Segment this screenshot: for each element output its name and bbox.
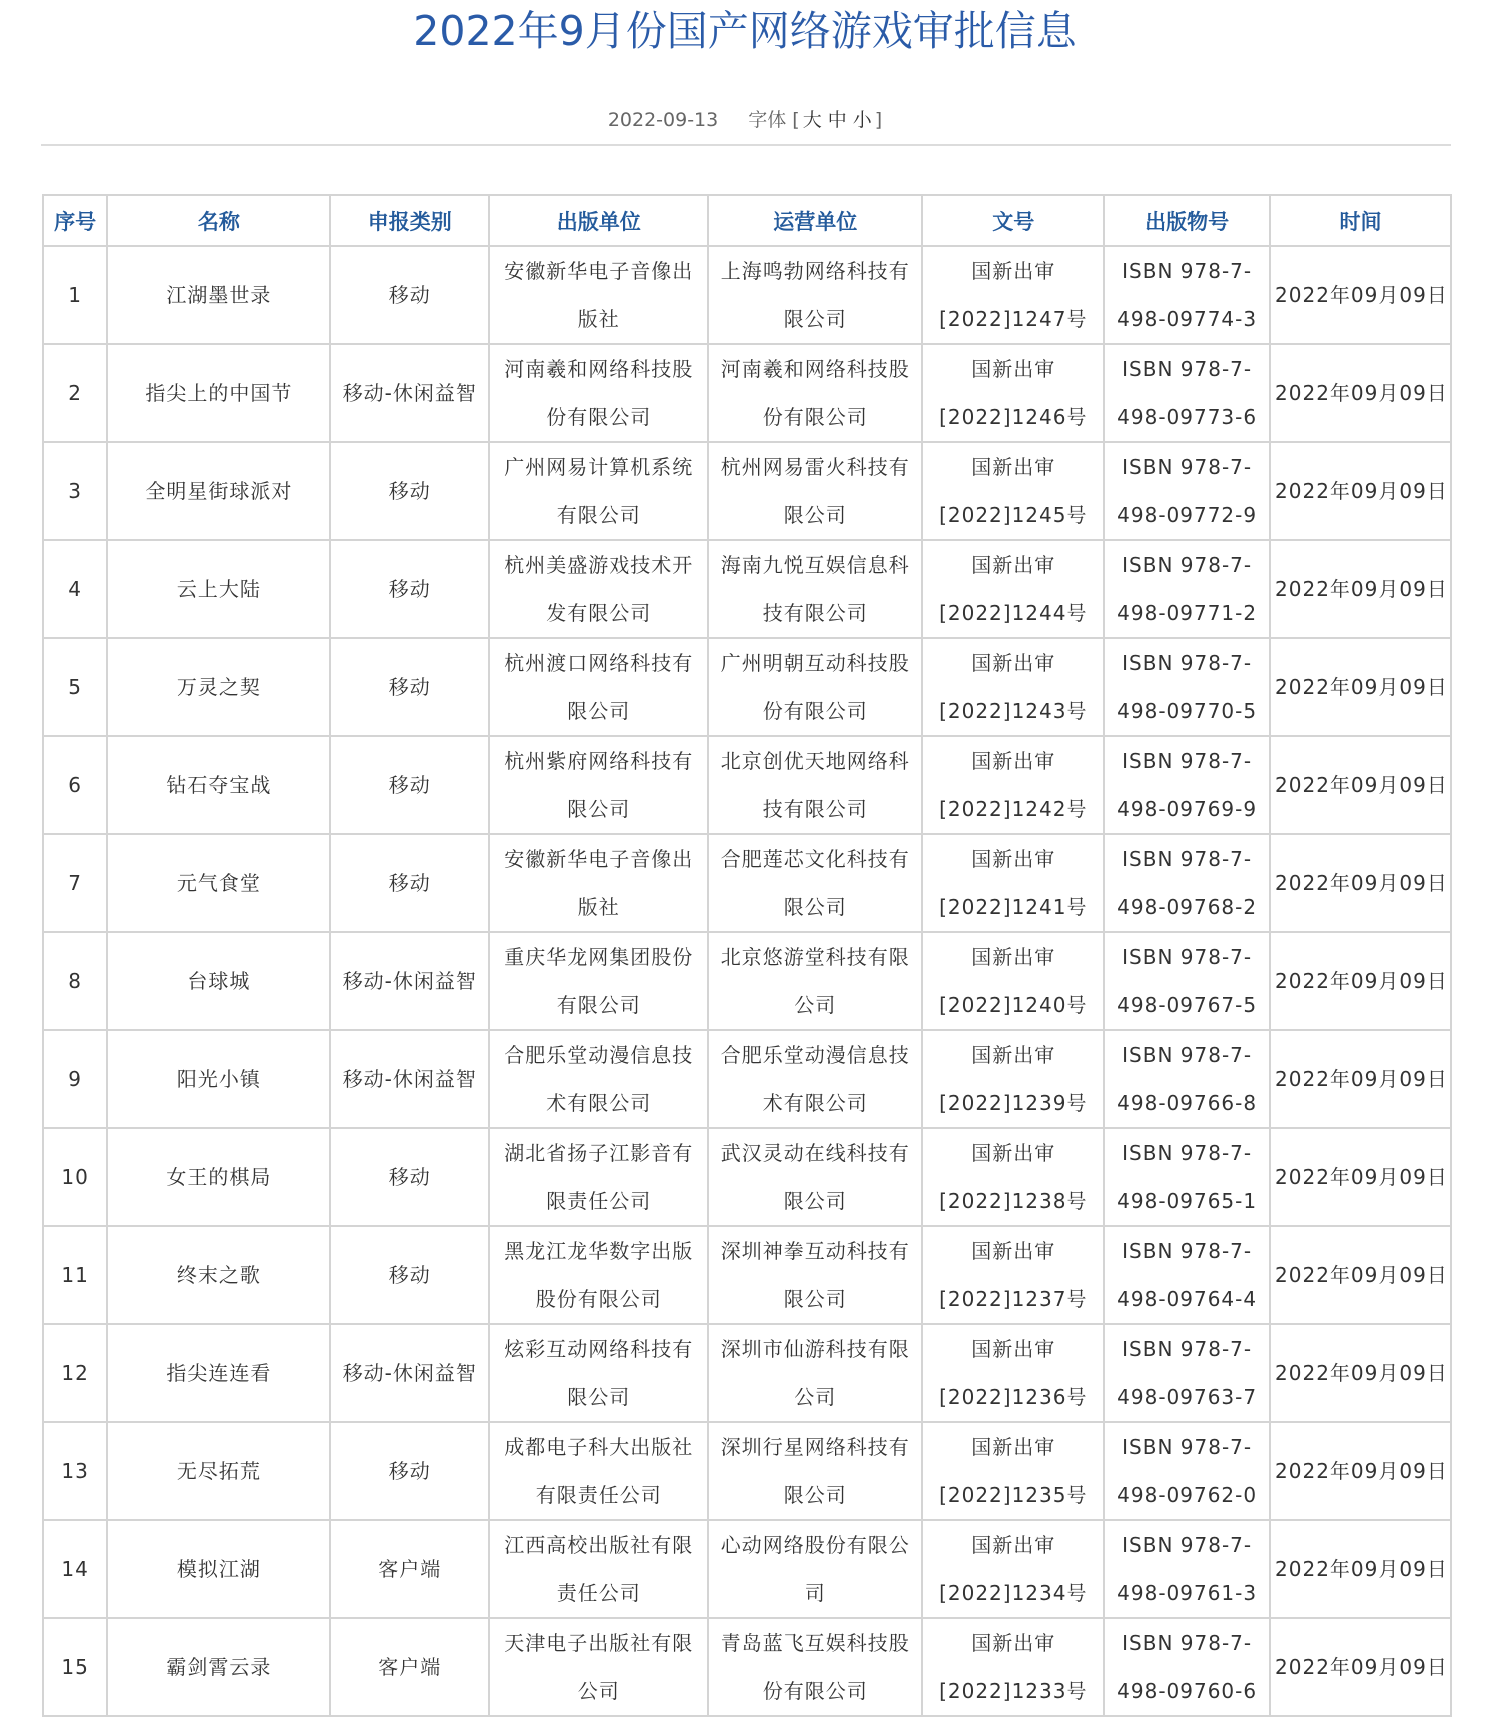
cell-time: 2022年09月09日 bbox=[1270, 1030, 1451, 1128]
cell-publisher: 杭州渡口网络科技有限公司 bbox=[489, 638, 708, 736]
title-divider bbox=[41, 144, 1451, 146]
cell-isbn: ISBN 978-7- 498-09762-0 bbox=[1104, 1422, 1270, 1520]
header-operator: 运营单位 bbox=[708, 195, 922, 246]
cell-category: 移动-休闲益智 bbox=[330, 1030, 489, 1128]
header-time: 时间 bbox=[1270, 195, 1451, 246]
cell-publisher: 重庆华龙网集团股份有限公司 bbox=[489, 932, 708, 1030]
cell-isbn: ISBN 978-7- 498-09764-4 bbox=[1104, 1226, 1270, 1324]
cell-category: 移动 bbox=[330, 1128, 489, 1226]
cell-index: 6 bbox=[43, 736, 107, 834]
bracket-open: [ bbox=[792, 109, 800, 131]
cell-isbn: ISBN 978-7- 498-09771-2 bbox=[1104, 540, 1270, 638]
cell-time: 2022年09月09日 bbox=[1270, 736, 1451, 834]
cell-index: 10 bbox=[43, 1128, 107, 1226]
cell-publisher: 合肥乐堂动漫信息技术有限公司 bbox=[489, 1030, 708, 1128]
page-title: 2022年9月份国产网络游戏审批信息 bbox=[413, 7, 1077, 55]
header-category: 申报类别 bbox=[330, 195, 489, 246]
cell-game-name: 万灵之契 bbox=[107, 638, 330, 736]
cell-operator: 北京悠游堂科技有限公司 bbox=[708, 932, 922, 1030]
cell-game-name: 江湖墨世录 bbox=[107, 246, 330, 344]
cell-game-name: 云上大陆 bbox=[107, 540, 330, 638]
cell-time: 2022年09月09日 bbox=[1270, 1618, 1451, 1716]
cell-isbn: ISBN 978-7- 498-09770-5 bbox=[1104, 638, 1270, 736]
cell-time: 2022年09月09日 bbox=[1270, 1520, 1451, 1618]
cell-category: 移动-休闲益智 bbox=[330, 344, 489, 442]
cell-time: 2022年09月09日 bbox=[1270, 246, 1451, 344]
cell-category: 移动 bbox=[330, 736, 489, 834]
cell-operator: 河南羲和网络科技股份有限公司 bbox=[708, 344, 922, 442]
table-row bbox=[43, 638, 1451, 736]
table-row bbox=[43, 1128, 1451, 1226]
cell-doc-number: 国新出审 [2022]1241号 bbox=[922, 834, 1104, 932]
cell-operator: 合肥乐堂动漫信息技术有限公司 bbox=[708, 1030, 922, 1128]
cell-doc-number: 国新出审 [2022]1235号 bbox=[922, 1422, 1104, 1520]
cell-operator: 海南九悦互娱信息科技有限公司 bbox=[708, 540, 922, 638]
cell-isbn: ISBN 978-7- 498-09761-3 bbox=[1104, 1520, 1270, 1618]
header-doc-number: 文号 bbox=[922, 195, 1104, 246]
cell-category: 移动 bbox=[330, 442, 489, 540]
cell-doc-number: 国新出审 [2022]1247号 bbox=[922, 246, 1104, 344]
cell-game-name: 钻石夺宝战 bbox=[107, 736, 330, 834]
cell-doc-number: 国新出审 [2022]1233号 bbox=[922, 1618, 1104, 1716]
cell-game-name: 模拟江湖 bbox=[107, 1520, 330, 1618]
cell-category: 移动 bbox=[330, 1422, 489, 1520]
cell-publisher: 河南羲和网络科技股份有限公司 bbox=[489, 344, 708, 442]
approval-table bbox=[42, 194, 1452, 1717]
cell-game-name: 台球城 bbox=[107, 932, 330, 1030]
publish-date: 2022-09-13 bbox=[607, 109, 719, 131]
cell-category: 客户端 bbox=[330, 1520, 489, 1618]
table-row bbox=[43, 1030, 1451, 1128]
header-publisher: 出版单位 bbox=[489, 195, 708, 246]
cell-doc-number: 国新出审 [2022]1244号 bbox=[922, 540, 1104, 638]
article-meta bbox=[0, 104, 1490, 136]
cell-operator: 合肥莲芯文化科技有限公司 bbox=[708, 834, 922, 932]
cell-category: 移动 bbox=[330, 638, 489, 736]
cell-index: 13 bbox=[43, 1422, 107, 1520]
cell-category: 移动-休闲益智 bbox=[330, 1324, 489, 1422]
font-size-label: 字体 bbox=[748, 109, 787, 131]
cell-publisher: 湖北省扬子江影音有限责任公司 bbox=[489, 1128, 708, 1226]
cell-isbn: ISBN 978-7- 498-09774-3 bbox=[1104, 246, 1270, 344]
cell-time: 2022年09月09日 bbox=[1270, 442, 1451, 540]
cell-operator: 广州明朝互动科技股份有限公司 bbox=[708, 638, 922, 736]
table-row bbox=[43, 1618, 1451, 1716]
cell-publisher: 杭州紫府网络科技有限公司 bbox=[489, 736, 708, 834]
cell-game-name: 阳光小镇 bbox=[107, 1030, 330, 1128]
cell-index: 9 bbox=[43, 1030, 107, 1128]
cell-category: 移动 bbox=[330, 1226, 489, 1324]
cell-game-name: 终末之歌 bbox=[107, 1226, 330, 1324]
cell-doc-number: 国新出审 [2022]1239号 bbox=[922, 1030, 1104, 1128]
table-row bbox=[43, 1324, 1451, 1422]
header-name: 名称 bbox=[107, 195, 330, 246]
bracket-close: ] bbox=[874, 109, 883, 131]
cell-index: 5 bbox=[43, 638, 107, 736]
table-row bbox=[43, 932, 1451, 1030]
cell-operator: 深圳神拳互动科技有限公司 bbox=[708, 1226, 922, 1324]
cell-time: 2022年09月09日 bbox=[1270, 1324, 1451, 1422]
cell-game-name: 女王的棋局 bbox=[107, 1128, 330, 1226]
table-row bbox=[43, 442, 1451, 540]
cell-time: 2022年09月09日 bbox=[1270, 1422, 1451, 1520]
cell-category: 客户端 bbox=[330, 1618, 489, 1716]
cell-doc-number: 国新出审 [2022]1234号 bbox=[922, 1520, 1104, 1618]
cell-doc-number: 国新出审 [2022]1237号 bbox=[922, 1226, 1104, 1324]
cell-game-name: 霸剑霄云录 bbox=[107, 1618, 330, 1716]
font-size-small-link[interactable]: 小 bbox=[852, 109, 872, 131]
cell-isbn: ISBN 978-7- 498-09763-7 bbox=[1104, 1324, 1270, 1422]
cell-doc-number: 国新出审 [2022]1238号 bbox=[922, 1128, 1104, 1226]
cell-publisher: 江西高校出版社有限责任公司 bbox=[489, 1520, 708, 1618]
cell-publisher: 天津电子出版社有限公司 bbox=[489, 1618, 708, 1716]
cell-index: 8 bbox=[43, 932, 107, 1030]
cell-publisher: 黑龙江龙华数字出版股份有限公司 bbox=[489, 1226, 708, 1324]
cell-index: 12 bbox=[43, 1324, 107, 1422]
cell-publisher: 安徽新华电子音像出版社 bbox=[489, 246, 708, 344]
table-row bbox=[43, 834, 1451, 932]
cell-isbn: ISBN 978-7- 498-09768-2 bbox=[1104, 834, 1270, 932]
table-row bbox=[43, 1226, 1451, 1324]
cell-operator: 上海鸣勃网络科技有限公司 bbox=[708, 246, 922, 344]
cell-isbn: ISBN 978-7- 498-09767-5 bbox=[1104, 932, 1270, 1030]
cell-isbn: ISBN 978-7- 498-09772-9 bbox=[1104, 442, 1270, 540]
cell-doc-number: 国新出审 [2022]1242号 bbox=[922, 736, 1104, 834]
header-isbn: 出版物号 bbox=[1104, 195, 1270, 246]
table-row bbox=[43, 540, 1451, 638]
cell-game-name: 指尖上的中国节 bbox=[107, 344, 330, 442]
cell-publisher: 炫彩互动网络科技有限公司 bbox=[489, 1324, 708, 1422]
cell-doc-number: 国新出审 [2022]1240号 bbox=[922, 932, 1104, 1030]
cell-isbn: ISBN 978-7- 498-09765-1 bbox=[1104, 1128, 1270, 1226]
cell-isbn: ISBN 978-7- 498-09769-9 bbox=[1104, 736, 1270, 834]
cell-category: 移动 bbox=[330, 540, 489, 638]
font-size-medium-link[interactable]: 中 bbox=[827, 109, 847, 131]
cell-operator: 北京创优天地网络科技有限公司 bbox=[708, 736, 922, 834]
table-row bbox=[43, 736, 1451, 834]
cell-time: 2022年09月09日 bbox=[1270, 1128, 1451, 1226]
cell-doc-number: 国新出审 [2022]1236号 bbox=[922, 1324, 1104, 1422]
cell-time: 2022年09月09日 bbox=[1270, 932, 1451, 1030]
cell-index: 1 bbox=[43, 246, 107, 344]
cell-operator: 深圳行星网络科技有限公司 bbox=[708, 1422, 922, 1520]
cell-index: 15 bbox=[43, 1618, 107, 1716]
cell-category: 移动-休闲益智 bbox=[330, 932, 489, 1030]
cell-operator: 武汉灵动在线科技有限公司 bbox=[708, 1128, 922, 1226]
cell-publisher: 成都电子科大出版社有限责任公司 bbox=[489, 1422, 708, 1520]
header-index: 序号 bbox=[43, 195, 107, 246]
cell-index: 4 bbox=[43, 540, 107, 638]
table-row bbox=[43, 1520, 1451, 1618]
cell-publisher: 杭州美盛游戏技术开发有限公司 bbox=[489, 540, 708, 638]
cell-time: 2022年09月09日 bbox=[1270, 1226, 1451, 1324]
cell-operator: 青岛蓝飞互娱科技股份有限公司 bbox=[708, 1618, 922, 1716]
cell-isbn: ISBN 978-7- 498-09766-8 bbox=[1104, 1030, 1270, 1128]
cell-game-name: 全明星街球派对 bbox=[107, 442, 330, 540]
cell-category: 移动 bbox=[330, 246, 489, 344]
cell-index: 7 bbox=[43, 834, 107, 932]
cell-isbn: ISBN 978-7- 498-09773-6 bbox=[1104, 344, 1270, 442]
cell-game-name: 无尽拓荒 bbox=[107, 1422, 330, 1520]
cell-time: 2022年09月09日 bbox=[1270, 834, 1451, 932]
cell-index: 3 bbox=[43, 442, 107, 540]
table-row bbox=[43, 1422, 1451, 1520]
cell-index: 2 bbox=[43, 344, 107, 442]
cell-publisher: 广州网易计算机系统有限公司 bbox=[489, 442, 708, 540]
cell-doc-number: 国新出审 [2022]1243号 bbox=[922, 638, 1104, 736]
table-row bbox=[43, 344, 1451, 442]
cell-time: 2022年09月09日 bbox=[1270, 638, 1451, 736]
cell-index: 11 bbox=[43, 1226, 107, 1324]
cell-game-name: 元气食堂 bbox=[107, 834, 330, 932]
cell-time: 2022年09月09日 bbox=[1270, 540, 1451, 638]
cell-isbn: ISBN 978-7- 498-09760-6 bbox=[1104, 1618, 1270, 1716]
cell-doc-number: 国新出审 [2022]1246号 bbox=[922, 344, 1104, 442]
cell-operator: 心动网络股份有限公司 bbox=[708, 1520, 922, 1618]
cell-doc-number: 国新出审 [2022]1245号 bbox=[922, 442, 1104, 540]
font-size-large-link[interactable]: 大 bbox=[802, 109, 822, 131]
cell-publisher: 安徽新华电子音像出版社 bbox=[489, 834, 708, 932]
table-header-row bbox=[43, 195, 1451, 246]
cell-game-name: 指尖连连看 bbox=[107, 1324, 330, 1422]
cell-operator: 杭州网易雷火科技有限公司 bbox=[708, 442, 922, 540]
cell-operator: 深圳市仙游科技有限公司 bbox=[708, 1324, 922, 1422]
table-body bbox=[43, 246, 1451, 1716]
table-row bbox=[43, 246, 1451, 344]
cell-time: 2022年09月09日 bbox=[1270, 344, 1451, 442]
cell-category: 移动 bbox=[330, 834, 489, 932]
cell-index: 14 bbox=[43, 1520, 107, 1618]
